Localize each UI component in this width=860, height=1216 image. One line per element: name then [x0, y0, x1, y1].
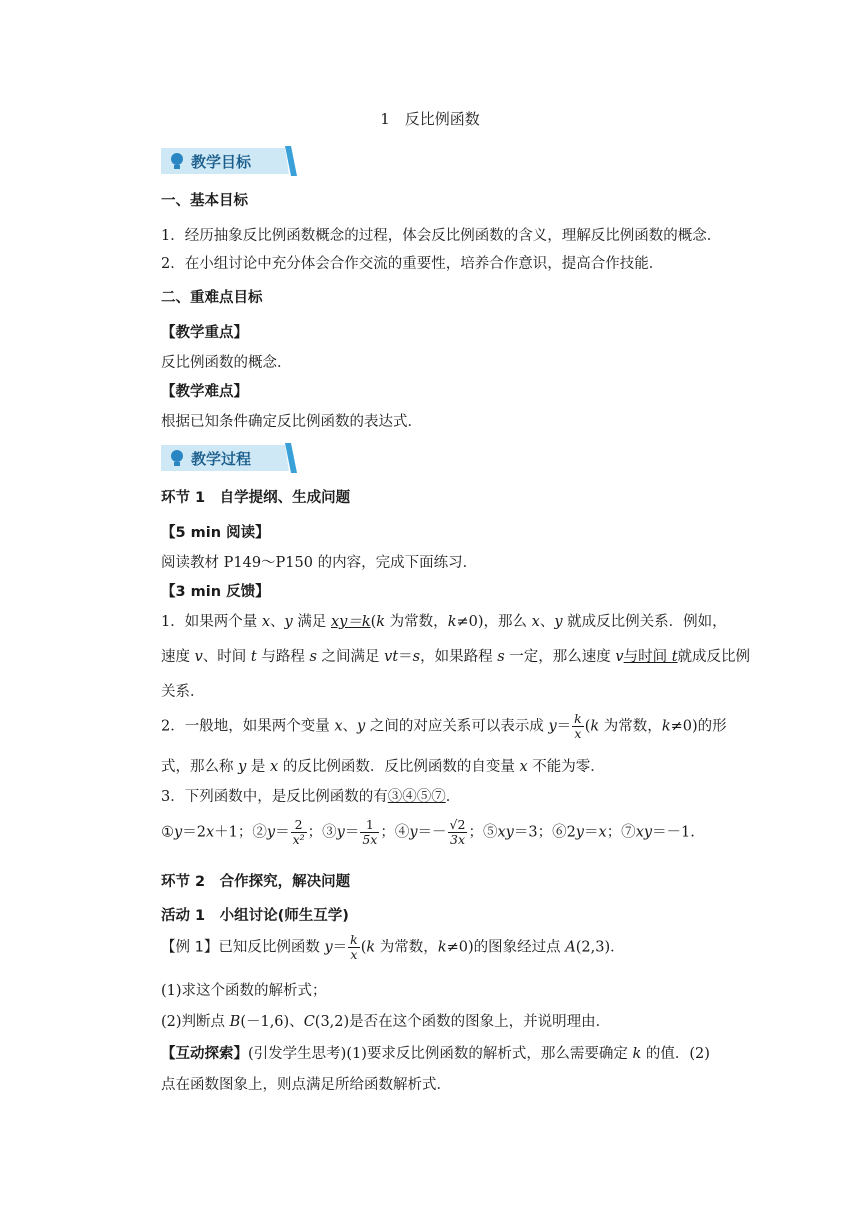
text: 速度 — [161, 649, 195, 665]
var: y — [174, 824, 183, 841]
fraction — [291, 818, 307, 847]
var: k — [437, 939, 447, 956]
paragraph: 根据已知条件确定反比例函数的表达式． — [161, 414, 422, 430]
explore-line-1 — [161, 1044, 710, 1064]
text: (引发学生思考)(1)要求反比例函数的解析式，那么需要确定 — [248, 1046, 633, 1062]
fraction — [360, 818, 379, 847]
question-1-line-2 — [161, 647, 750, 667]
var: s — [412, 649, 421, 665]
var: y — [284, 614, 293, 630]
var: x — [598, 824, 607, 841]
text: 的反比例函数．反比例函数的自变量 — [278, 759, 520, 775]
question-3-options — [161, 818, 695, 858]
explore-label: 【互动探索】 — [161, 1046, 248, 1062]
question-3-line-1 — [161, 787, 460, 807]
var: vt — [384, 649, 399, 665]
numerator: 2 — [291, 818, 307, 833]
text: ( — [584, 718, 591, 735]
question-1-line-1 — [161, 612, 727, 632]
text: 2．一般地，如果两个变量 — [161, 718, 335, 735]
step-heading: 环节 1 自学提纲、生成问题 — [161, 490, 351, 506]
fraction — [448, 818, 468, 847]
example-1 — [161, 933, 625, 973]
answer-blank: 与时间 — [623, 649, 672, 665]
text: ＝ — [584, 824, 599, 841]
var: x — [261, 614, 271, 630]
activity-heading: 活动 1 小组讨论(师生互学) — [161, 908, 349, 924]
text: ≠0)的形 — [670, 718, 727, 735]
text: ≠0)，那么 — [456, 614, 532, 630]
text: 与路程 — [256, 649, 310, 665]
text: 一定，那么速度 — [504, 649, 616, 665]
text: 、 — [270, 614, 285, 630]
text: 式，那么称 — [161, 759, 239, 775]
paragraph: 阅读教材 P149～P150 的内容，完成下面练习． — [161, 555, 478, 571]
fraction — [348, 933, 360, 962]
text: ． — [445, 789, 461, 805]
denominator: x — [574, 726, 582, 741]
var: k — [376, 614, 386, 630]
var: y — [266, 824, 276, 841]
example-label: 【例 1】 — [161, 939, 219, 956]
text: 就成反比例关系．例如， — [562, 614, 727, 630]
var: k — [366, 939, 376, 956]
var: y — [336, 824, 345, 841]
var: y — [548, 718, 557, 735]
var: k — [632, 1046, 642, 1062]
answer-blank: t — [671, 649, 678, 665]
text: 1．如果两个量 — [161, 614, 262, 630]
subsection-label: 【5 min 阅读】 — [161, 525, 270, 541]
goal-item: 2．在小组讨论中充分体会合作交流的重要性，培养合作意识，提高合作技能． — [161, 256, 664, 272]
text: 为常数， — [385, 614, 448, 630]
text: 就成反比例 — [677, 649, 751, 665]
text: (3,2)是否在这个函数的图象上，并说明理由． — [314, 1014, 611, 1030]
text: 是 — [246, 759, 271, 775]
var: y — [409, 824, 418, 841]
text: ；⑤ — [468, 824, 498, 841]
text: ＝－1. — [652, 824, 695, 841]
text: ( — [360, 939, 367, 956]
text: ＝ — [556, 718, 572, 735]
var: v — [194, 649, 203, 665]
text: ① — [161, 824, 174, 841]
paragraph: 反比例函数的概念． — [161, 355, 292, 371]
text: 、 — [539, 614, 555, 630]
var: x — [205, 824, 215, 841]
text: 之间的对应关系可以表示成 — [365, 718, 549, 735]
var: x — [270, 759, 279, 775]
text: ＝ — [398, 649, 413, 665]
page-title: 1 反比例函数 — [380, 110, 480, 128]
denominator: 3x — [450, 832, 466, 847]
var: y — [357, 718, 366, 735]
text: ；④ — [380, 824, 410, 841]
numerator: √2 — [449, 817, 466, 832]
teaching-process-banner — [161, 443, 297, 473]
subsection-label: 【3 min 反馈】 — [161, 584, 270, 600]
text: 满足 — [292, 614, 331, 630]
text: 不能为零． — [527, 759, 605, 775]
text: 、 — [342, 718, 358, 735]
denominator: 5x — [362, 832, 378, 847]
var: A — [565, 939, 576, 956]
text: (－1,6)、 — [240, 1014, 304, 1030]
banner-label: 教学目标 — [191, 153, 252, 171]
text: 为常数， — [375, 939, 438, 956]
text: 3．下列函数中，是反比例函数的有 — [161, 789, 388, 805]
answer-blank: ③④⑤⑦ — [387, 789, 446, 805]
fraction — [572, 712, 584, 741]
numerator: k — [350, 932, 358, 947]
text: 已知反比例函数 — [218, 939, 325, 956]
section-heading: 二、重难点目标 — [161, 290, 263, 306]
var: B — [229, 1014, 241, 1030]
text: (2)判断点 — [161, 1014, 230, 1030]
answer-blank: xy＝k — [330, 614, 371, 630]
text: ；⑦ — [606, 824, 636, 841]
var: t — [250, 649, 257, 665]
text: ≠0)的图象经过点 — [446, 939, 566, 956]
teaching-goals-banner — [161, 146, 297, 176]
var: x — [531, 614, 540, 630]
var: x — [519, 759, 528, 775]
answer-blank: v — [615, 649, 624, 665]
explore-line-2: 点在函数图象上，则点满足所给函数解析式． — [161, 1077, 451, 1093]
goal-item: 1．经历抽象反比例函数概念的过程，体会反比例函数的含义，理解反比例函数的概念． — [161, 228, 722, 244]
text: 之间满足 — [316, 649, 385, 665]
text: ＝3；⑥2 — [513, 824, 576, 841]
question-1-line-3: 关系． — [161, 684, 205, 700]
var: y — [575, 824, 584, 841]
subsection-label: 【教学难点】 — [161, 384, 248, 400]
denominator: x — [350, 947, 358, 962]
text: 、时间 — [202, 649, 251, 665]
text: 为常数， — [599, 718, 662, 735]
subsection-label: 【教学重点】 — [161, 325, 248, 341]
text: ；③ — [307, 824, 337, 841]
banner-label: 教学过程 — [191, 450, 252, 468]
text: ＝－ — [417, 824, 447, 841]
example-1-part-1: (1)求这个函数的解析式； — [161, 983, 327, 999]
example-1-part-2 — [161, 1012, 610, 1032]
text: ( — [370, 614, 377, 630]
denominator: x² — [292, 832, 305, 847]
text: ＝2 — [182, 824, 206, 841]
var: xy — [635, 824, 653, 841]
question-2-line-1 — [161, 712, 727, 752]
var: s — [497, 649, 505, 665]
var: s — [309, 649, 317, 665]
text: (2,3)． — [575, 939, 625, 956]
numerator: k — [574, 711, 582, 726]
text: ＝ — [275, 824, 290, 841]
var: y — [554, 614, 563, 630]
var: k — [661, 718, 671, 735]
question-2-line-2 — [161, 757, 605, 777]
var: k — [590, 718, 600, 735]
step-heading: 环节 2 合作探究，解决问题 — [161, 874, 351, 890]
var: x — [334, 718, 343, 735]
var: k — [447, 614, 457, 630]
text: ，如果路程 — [420, 649, 498, 665]
var: y — [324, 939, 333, 956]
var: xy — [497, 824, 514, 841]
text: ＋1；② — [214, 824, 267, 841]
text: ＝ — [332, 939, 348, 956]
var: C — [303, 1014, 315, 1030]
numerator: 1 — [360, 818, 379, 833]
text: ＝ — [344, 824, 360, 841]
var: y — [238, 759, 247, 775]
text: 的值．(2) — [641, 1046, 710, 1062]
section-heading: 一、基本目标 — [161, 193, 248, 209]
